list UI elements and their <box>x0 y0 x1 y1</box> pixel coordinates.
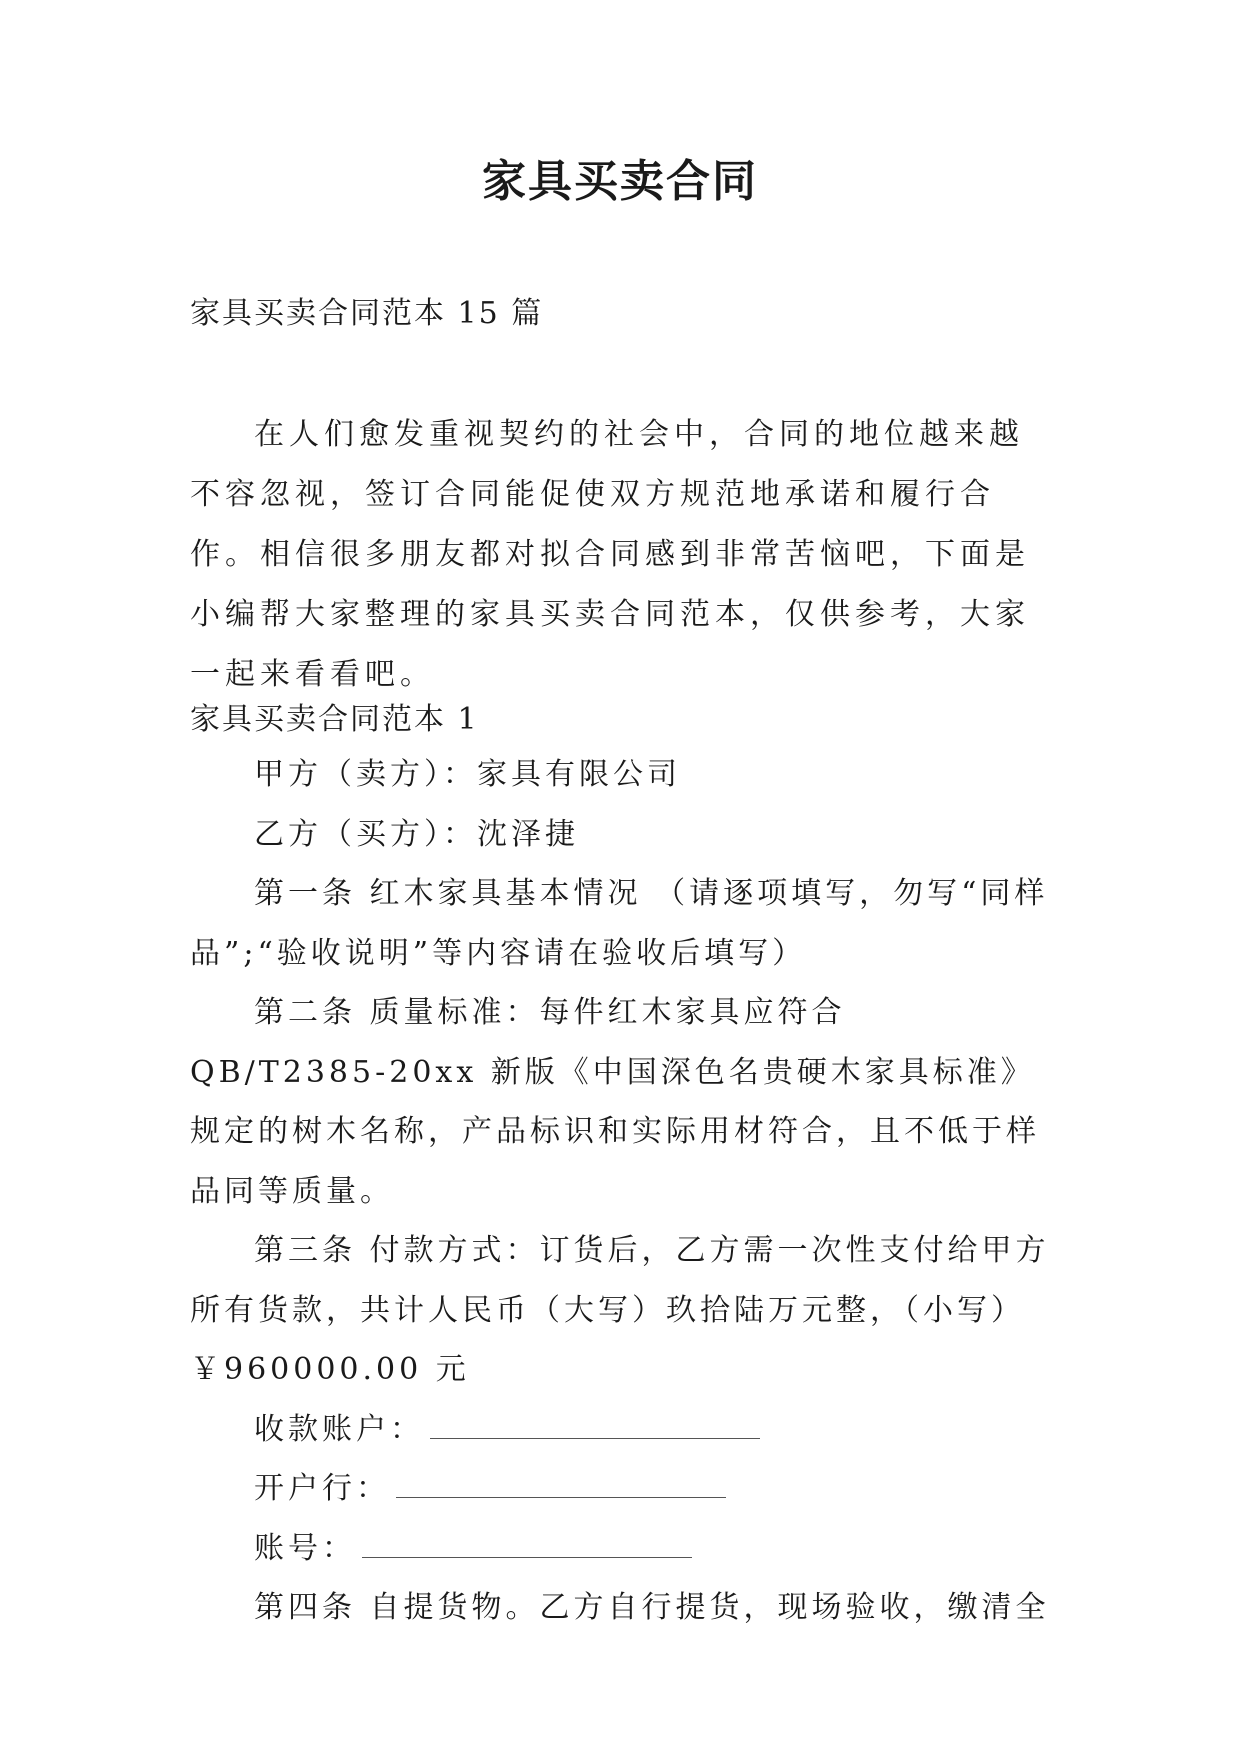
intro-paragraph: 在人们愈发重视契约的社会中，合同的地位越来越不容忽视，签订合同能促使双方规范地承诺和履行合作。相信很多朋友都对拟合同感到非常苦恼吧，下面是小编帮大家整理的家具买卖合同范本，仅供参考，大家一起来看看吧。 <box>190 417 1030 692</box>
document-subtitle: 家具买卖合同范本 15 篇 <box>190 296 544 331</box>
account-blank <box>430 1412 760 1439</box>
bank-field <box>190 1459 1050 1519</box>
contract-body <box>190 745 1050 1638</box>
party-a-line: 甲方（卖方）：家具有限公司 <box>254 757 681 792</box>
article-2: 第二条 质量标准：每件红木家具应符合 QB/T2385-20xx 新版《中国深色名贵硬木家具标准》规定的树木名称，产品标识和实际用材符合，且不低于样品同等质量。 <box>190 995 1040 1209</box>
article-4: 第四条 自提货物。乙方自行提货，现场验收，缴清全 <box>254 1590 1050 1625</box>
bank-blank <box>396 1471 726 1498</box>
article-1: 第一条 红木家具基本情况 （请逐项填写，勿写“同样品”;“验收说明”等内容请在验收后填写） <box>190 876 1049 971</box>
bank-label: 开户行： <box>254 1471 390 1506</box>
account-field <box>190 1400 1050 1460</box>
article-3: 第三条 付款方式：订货后，乙方需一次性支付给甲方所有货款，共计人民币（大写）玖拾陆万元整，（小写）￥960000.00 元 <box>190 1233 1050 1387</box>
number-blank <box>362 1531 692 1558</box>
number-field <box>190 1519 1050 1579</box>
number-label: 账号： <box>254 1530 356 1566</box>
party-b-line: 乙方（买方）：沈泽捷 <box>254 816 579 852</box>
section-heading: 家具买卖合同范本 1 <box>190 702 479 737</box>
document-title: 家具买卖合同 <box>482 156 758 207</box>
account-label: 收款账户： <box>254 1411 424 1447</box>
